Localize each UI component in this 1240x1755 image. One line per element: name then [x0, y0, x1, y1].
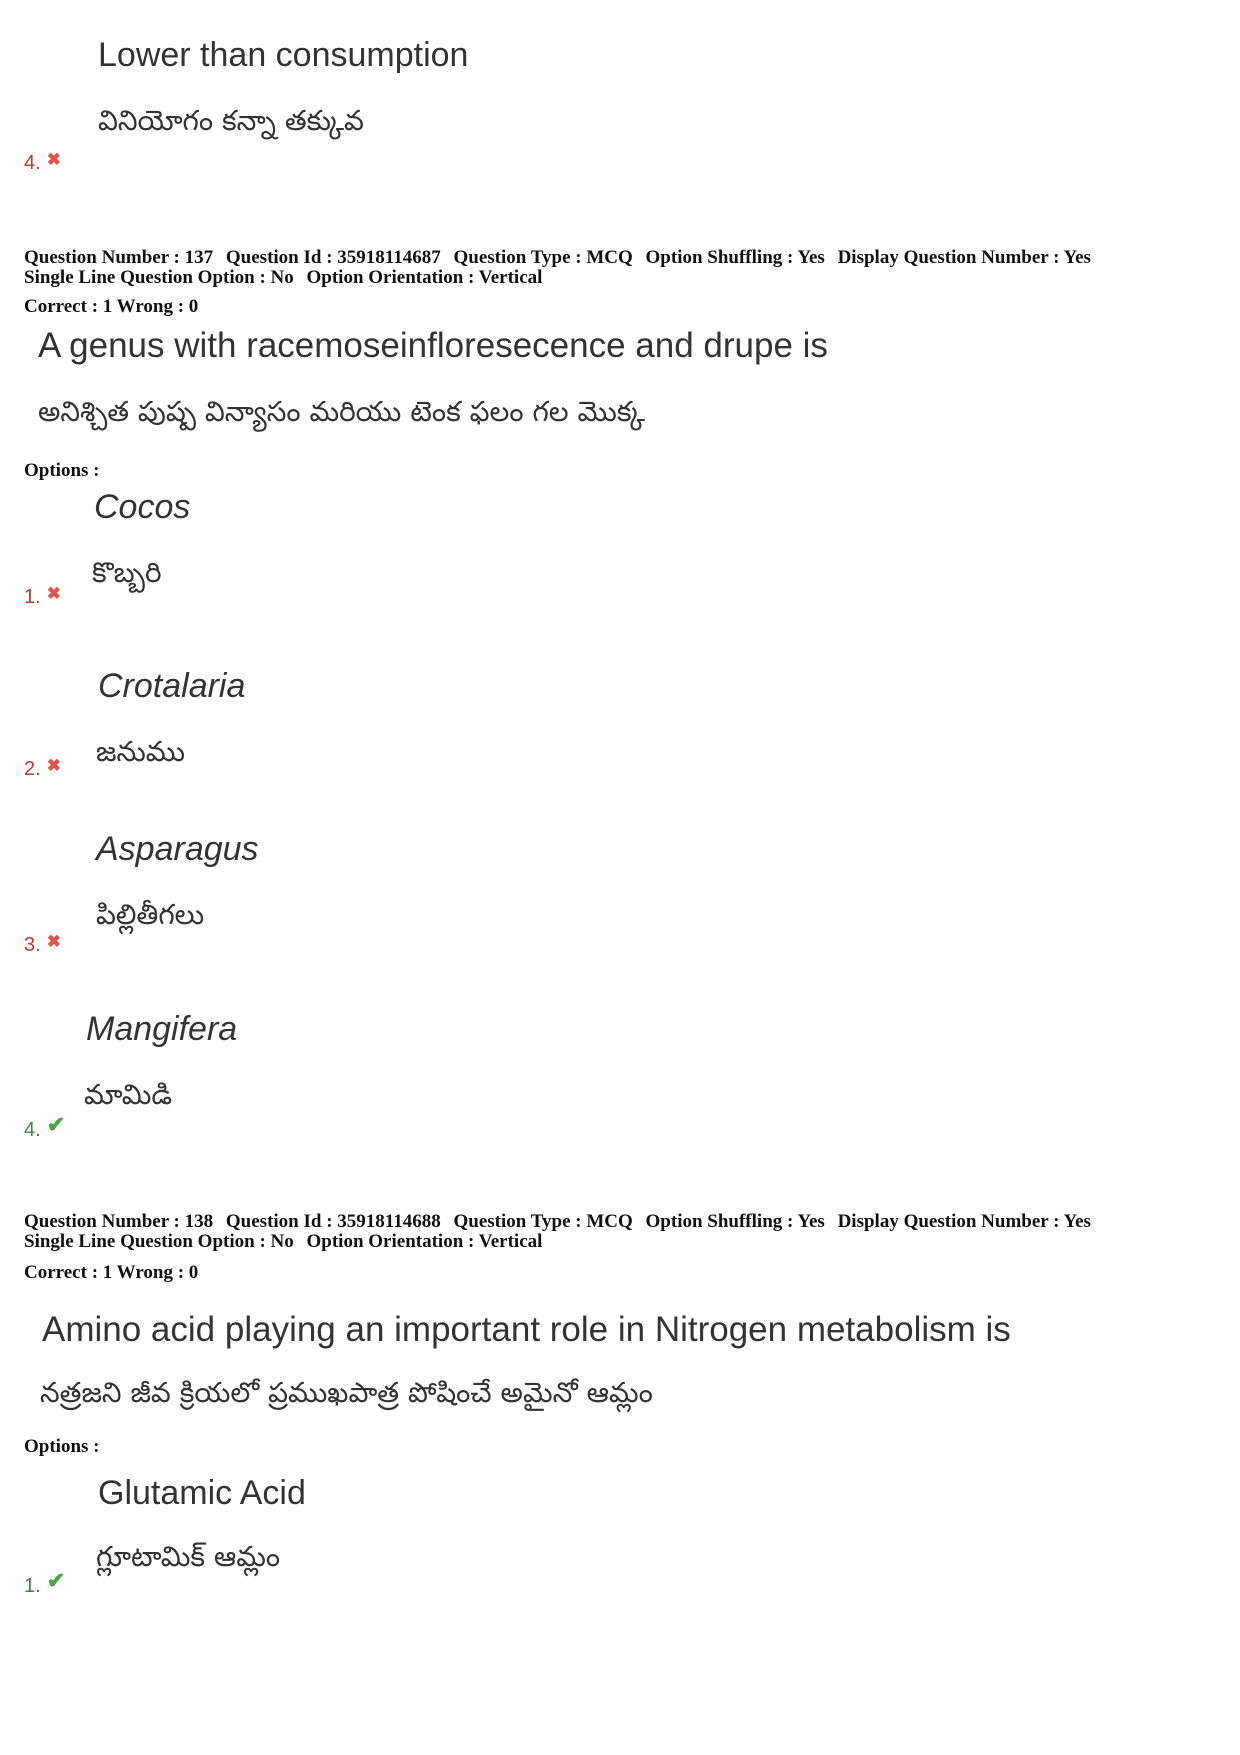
option-orientation: Option Orientation : Vertical: [306, 1231, 543, 1252]
display-question-number: Display Question Number : Yes: [837, 247, 1091, 268]
question-meta: [24, 1212, 1099, 1252]
option-text-te: జనుము: [96, 735, 186, 768]
question-meta-line2: [24, 1232, 1099, 1252]
option-text-en: Lower than consumption: [98, 36, 469, 74]
option-marker: [24, 1112, 65, 1142]
question-number: Question Number : 138: [24, 1211, 214, 1232]
question-text-te: నత్రజని జీవ క్రియలో ప్రముఖపాత్ర పోషించే అమైనో ఆమ్లం: [40, 1376, 653, 1409]
cross-icon: ✖: [46, 932, 61, 951]
option-marker: [24, 756, 61, 781]
option-number: 2.: [24, 758, 41, 780]
question-text-te: అనిశ్చిత పుష్ప విన్యాసం మరియు టెంక ఫలం గల మొక్క: [38, 395, 645, 428]
options-label: Options :: [24, 1436, 100, 1457]
question-text-en: A genus with racemoseinfloresecence and drupe is: [38, 326, 828, 365]
option-marker: [24, 1568, 65, 1598]
option-marker: [24, 584, 61, 609]
option-number: 4.: [24, 152, 41, 174]
option-text-te: వినియోగం కన్నా తక్కువ: [98, 104, 364, 137]
option-orientation: Option Orientation : Vertical: [306, 267, 543, 288]
question-meta-line2: [24, 268, 1099, 288]
option-text-en: Cocos: [94, 488, 191, 526]
option-text-te: గ్లూటామిక్ ఆమ్లం: [96, 1540, 281, 1573]
question-number: Question Number : 137: [24, 247, 214, 268]
check-icon: ✔: [46, 1112, 66, 1137]
option-shuffling: Option Shuffling : Yes: [645, 1211, 825, 1232]
option-number: 4.: [24, 1119, 41, 1141]
option-text-en: Glutamic Acid: [98, 1474, 306, 1512]
option-text-en: Mangifera: [86, 1010, 238, 1048]
option-number: 1.: [24, 586, 41, 608]
option-shuffling: Option Shuffling : Yes: [645, 247, 825, 268]
cross-icon: ✖: [46, 756, 61, 775]
question-marks: Correct : 1 Wrong : 0: [24, 296, 199, 317]
option-text-en: Crotalaria: [98, 667, 246, 705]
question-meta-line1: [24, 1212, 1099, 1232]
option-text-te: కొబ్బరి: [92, 556, 162, 589]
question-meta: [24, 248, 1099, 288]
options-label: Options :: [24, 460, 100, 481]
cross-icon: ✖: [46, 584, 61, 603]
question-type: Question Type : MCQ: [453, 1211, 633, 1232]
option-marker: [24, 150, 61, 175]
single-line-option: Single Line Question Option : No: [24, 1231, 294, 1252]
question-meta-line1: [24, 248, 1099, 268]
single-line-option: Single Line Question Option : No: [24, 267, 294, 288]
option-marker: [24, 932, 61, 957]
cross-icon: ✖: [46, 150, 61, 169]
option-number: 1.: [24, 1575, 41, 1597]
display-question-number: Display Question Number : Yes: [837, 1211, 1091, 1232]
option-text-te: పిల్లితీగలు: [96, 898, 205, 931]
question-type: Question Type : MCQ: [453, 247, 633, 268]
question-marks: Correct : 1 Wrong : 0: [24, 1262, 199, 1283]
question-id: Question Id : 35918114688: [225, 1211, 441, 1232]
check-icon: ✔: [46, 1568, 66, 1593]
option-text-te: మామిడి: [84, 1078, 173, 1111]
question-text-en: Amino acid playing an important role in Nitrogen metabolism is: [42, 1310, 1011, 1349]
option-text-en: Asparagus: [96, 830, 259, 868]
option-number: 3.: [24, 934, 41, 956]
question-id: Question Id : 35918114687: [225, 247, 441, 268]
